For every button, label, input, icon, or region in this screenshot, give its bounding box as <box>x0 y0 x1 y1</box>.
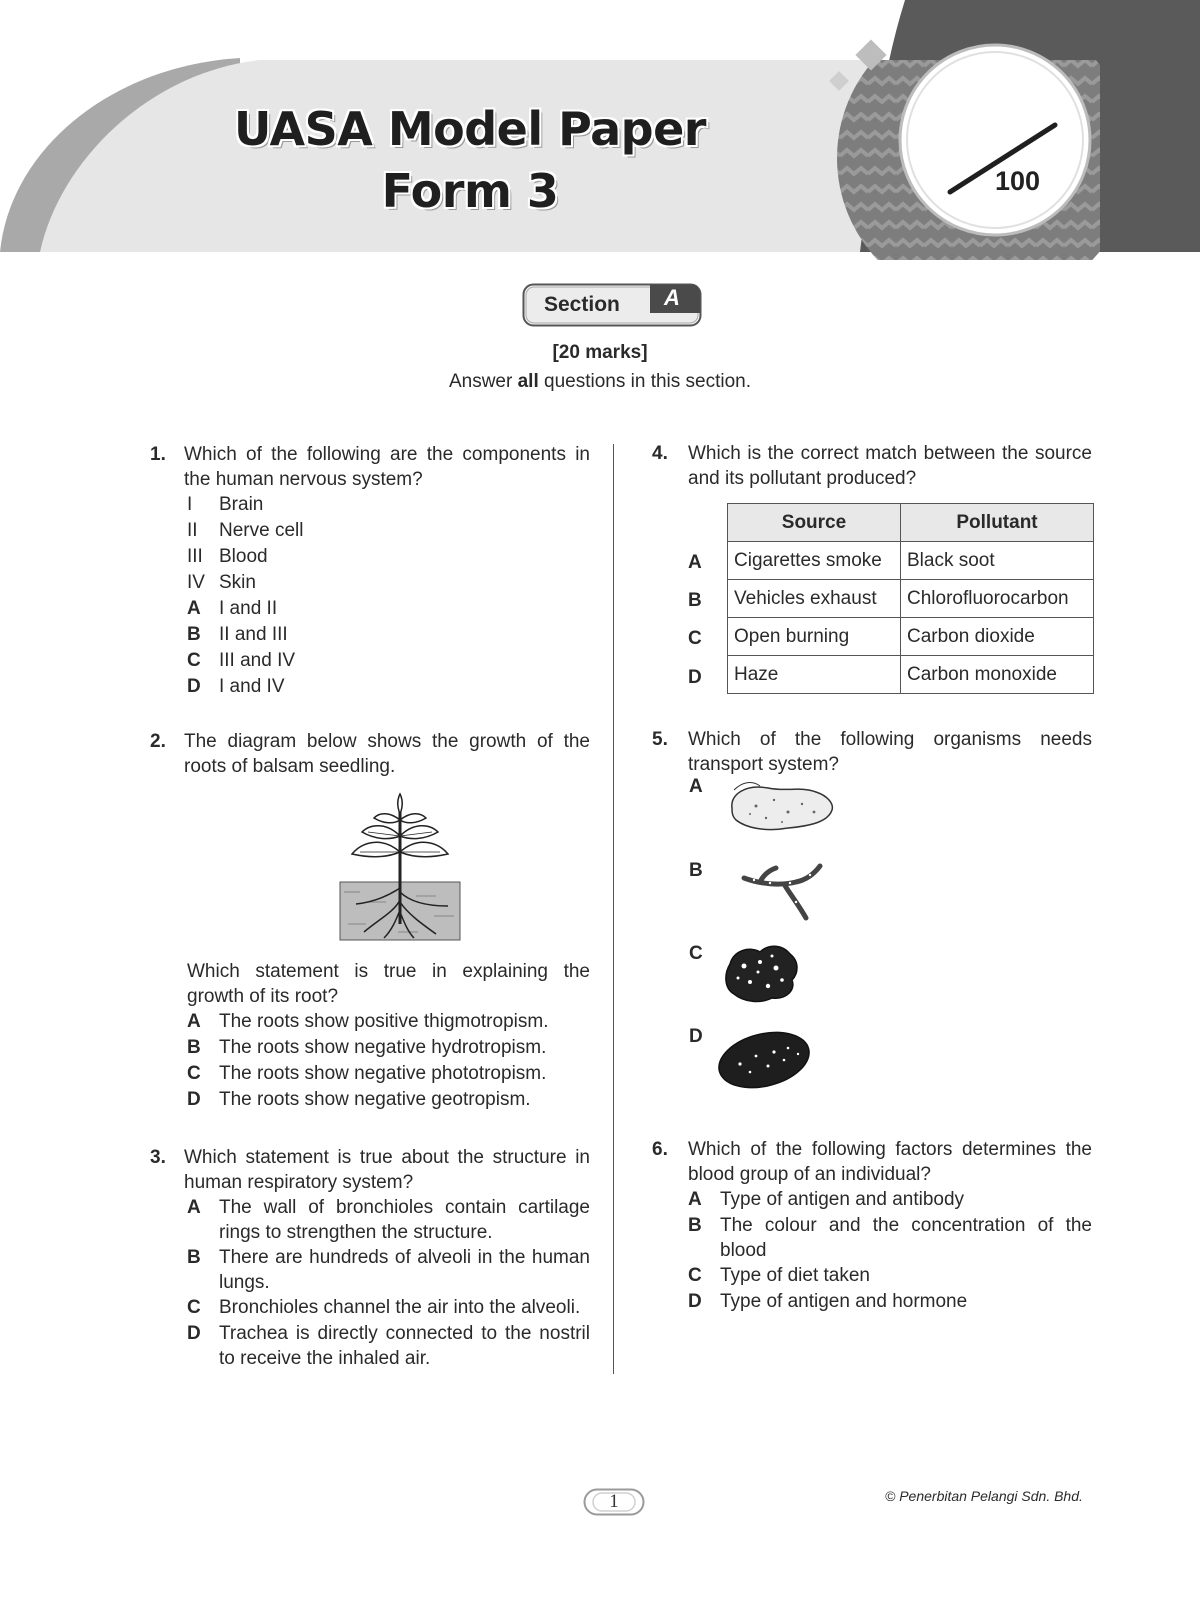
page-number-badge <box>583 1488 645 1516</box>
table-row[interactable] <box>728 618 1094 656</box>
option-label-c[interactable]: C <box>689 943 703 964</box>
option-text: The roots show positive thigmotropism. <box>219 1011 549 1032</box>
table-cell-source: Cigarettes smoke <box>728 542 901 580</box>
option-text: Trachea is directly connected to the nostril to receive the inhaled air. <box>219 1323 590 1369</box>
option-text: II and III <box>219 624 288 645</box>
option-label: B <box>187 1247 201 1268</box>
option-label: B <box>688 1215 702 1236</box>
table-header-source: Source <box>728 504 901 542</box>
option-text: The roots show negative hydrotropism. <box>219 1037 547 1058</box>
option-label: B <box>187 1037 201 1058</box>
table-cell-source: Vehicles exhaust <box>728 580 901 618</box>
title-line-2: Form 3 <box>381 164 559 218</box>
organism-a-image[interactable] <box>726 778 838 840</box>
option-label-b[interactable]: B <box>689 860 703 881</box>
roman-numeral: IV <box>187 572 205 593</box>
question-text: Which of the following are the components in the human nervous system? <box>184 444 590 490</box>
option-text: Type of diet taken <box>720 1265 870 1286</box>
option-text: Bronchioles channel the air into the alveoli. <box>219 1297 581 1318</box>
organism-d-image[interactable] <box>716 1026 816 1092</box>
option-label: A <box>187 1197 201 1218</box>
title-line-1: UASA Model Paper <box>234 102 706 156</box>
option-text: I and II <box>219 598 278 619</box>
question-number: 1. <box>150 444 166 465</box>
question-text: Which of the following organisms needs transport system? <box>688 729 1092 775</box>
question-text: Which is the correct match between the source and its pollutant produced? <box>688 443 1092 489</box>
option-text: The roots show negative geotropism. <box>219 1089 531 1110</box>
organism-c-image[interactable] <box>720 940 804 1006</box>
page-number: 1 <box>609 1491 619 1512</box>
option-text: The wall of bronchioles contain cartilage rings to strengthen the structure. <box>219 1197 590 1243</box>
instruction-text: Answer <box>448 371 518 392</box>
option-label-d[interactable]: D <box>688 667 702 688</box>
roman-numeral: I <box>187 494 193 515</box>
option-text: The roots show negative phototropism. <box>219 1063 547 1084</box>
section-letter: A <box>664 285 680 310</box>
option-label-a[interactable]: A <box>688 552 702 573</box>
page-title <box>150 98 790 222</box>
option-label: A <box>187 598 201 619</box>
section-marks: [20 marks] <box>552 342 648 363</box>
option-text: Type of antigen and antibody <box>720 1189 965 1210</box>
question-number: 6. <box>652 1139 668 1160</box>
roman-numeral: II <box>187 520 198 541</box>
option-text: Type of antigen and hormone <box>720 1291 968 1312</box>
table-header-row <box>728 504 1094 542</box>
table-row[interactable] <box>728 542 1094 580</box>
table-cell-pollutant: Chlorofluorocarbon <box>901 580 1094 618</box>
question-number: 2. <box>150 731 166 752</box>
copyright-notice: © Penerbitan Pelangi Sdn. Bhd. <box>885 1488 1083 1504</box>
instruction-emphasis: all <box>517 371 539 392</box>
option-label: C <box>187 1297 201 1318</box>
question-text: Which statement is true about the structure in human respiratory system? <box>184 1147 590 1193</box>
question-text: The diagram below shows the growth of the roots of balsam seedling. <box>184 731 590 777</box>
table-cell-pollutant: Carbon monoxide <box>901 656 1094 694</box>
table-row[interactable] <box>728 656 1094 694</box>
table-cell-pollutant: Black soot <box>901 542 1094 580</box>
table-row[interactable] <box>728 580 1094 618</box>
option-label: A <box>688 1189 702 1210</box>
option-label-c[interactable]: C <box>688 628 702 649</box>
score-total: 100 <box>995 166 1041 196</box>
option-label: C <box>688 1265 702 1286</box>
option-label-b[interactable]: B <box>688 590 702 611</box>
option-label-a[interactable]: A <box>689 776 703 797</box>
source-pollutant-table <box>727 503 1094 694</box>
table-cell-source: Haze <box>728 656 901 694</box>
option-text: III and IV <box>219 650 296 671</box>
option-label: D <box>187 1323 201 1344</box>
option-label: B <box>187 624 201 645</box>
option-text: I and IV <box>219 676 285 697</box>
option-label-d[interactable]: D <box>689 1026 703 1047</box>
balsam-seedling-diagram <box>338 792 462 942</box>
item-text: Nerve cell <box>219 520 304 541</box>
question-number: 5. <box>652 729 668 750</box>
roman-numeral: III <box>187 546 203 567</box>
option-label: D <box>688 1291 702 1312</box>
table-cell-source: Open burning <box>728 618 901 656</box>
item-text: Skin <box>219 572 256 593</box>
option-label: C <box>187 650 201 671</box>
option-label: C <box>187 1063 201 1084</box>
option-label: D <box>187 1089 201 1110</box>
section-instruction <box>0 371 1200 393</box>
instruction-text-end: questions in this section. <box>538 371 752 392</box>
section-badge <box>522 283 702 327</box>
header-banner <box>0 0 1200 260</box>
table-header-pollutant: Pollutant <box>901 504 1094 542</box>
question-number: 3. <box>150 1147 166 1168</box>
option-text: There are hundreds of alveoli in the human lungs. <box>219 1247 590 1293</box>
question-subtext: Which statement is true in explaining the growth of its root? <box>187 961 590 1007</box>
column-divider <box>613 444 614 1374</box>
option-text: The colour and the concentration of the blood <box>720 1215 1092 1261</box>
option-label: A <box>187 1011 201 1032</box>
question-number: 4. <box>652 443 668 464</box>
question-text: Which of the following factors determines the blood group of an individual? <box>688 1139 1092 1185</box>
section-label: Section <box>544 293 620 316</box>
organism-b-image[interactable] <box>740 858 830 924</box>
option-label: D <box>187 676 201 697</box>
item-text: Brain <box>219 494 264 515</box>
table-cell-pollutant: Carbon dioxide <box>901 618 1094 656</box>
item-text: Blood <box>219 546 268 567</box>
